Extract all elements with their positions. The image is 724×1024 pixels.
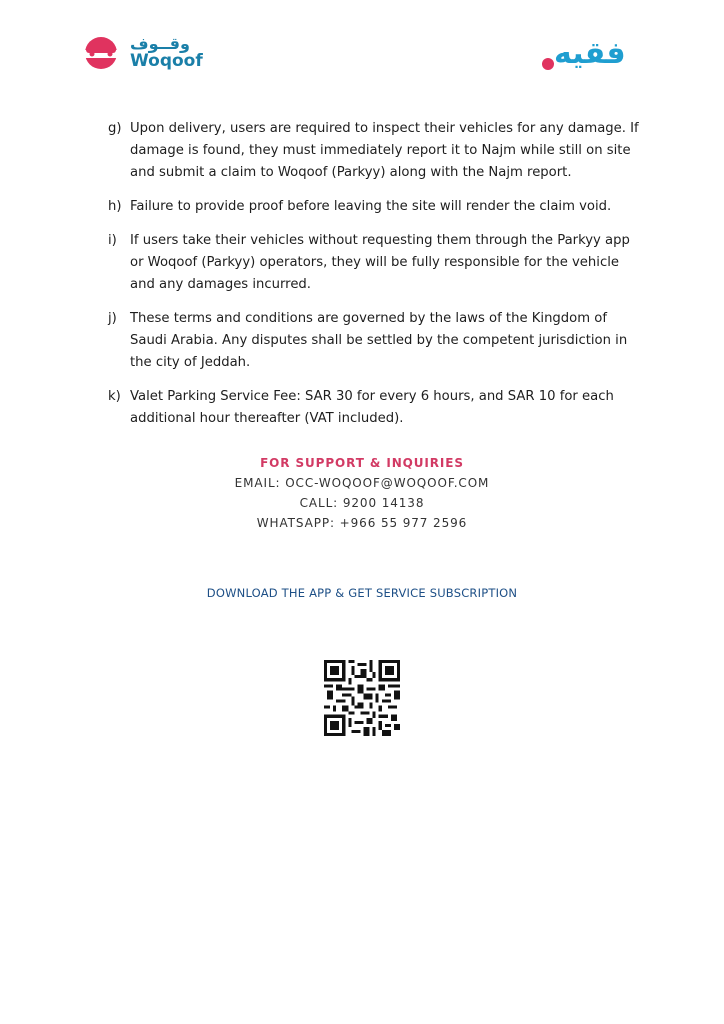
- woqoof-latin-wordmark: Woqoof: [130, 51, 203, 71]
- term-item: [108, 230, 644, 296]
- faqih-arabic-wordmark: فقيه: [554, 36, 626, 71]
- term-letter: k): [108, 389, 121, 404]
- faqih-dot-icon: [542, 58, 554, 70]
- woqoof-arabic-wordmark: وقــوف: [130, 34, 190, 53]
- term-item: [108, 308, 644, 374]
- term-text: These terms and conditions are governed by the laws of the Kingdom of Saudi Arabia. Any disputes shall be settled by the competent jurisdiction in the city of Jeddah.: [130, 311, 628, 370]
- term-text: If users take their vehicles without requesting them through the Parkyy app or Woqoof (Parkyy) operators, they will be fully responsible for the vehicle and any damages incurred.: [130, 233, 630, 292]
- term-letter: i): [108, 233, 117, 248]
- term-item: [108, 196, 644, 218]
- support-call[interactable]: CALL: 9200 14138: [299, 496, 425, 510]
- support-section: [0, 453, 724, 533]
- faqih-logo: [540, 36, 636, 74]
- qr-code-icon[interactable]: [324, 660, 400, 736]
- term-item: [108, 386, 644, 430]
- term-text: Valet Parking Service Fee: SAR 30 for every 6 hours, and SAR 10 for each additional hour thereafter (VAT included).: [130, 389, 614, 426]
- term-letter: g): [108, 121, 122, 136]
- support-whatsapp[interactable]: WHATSAPP: +966 55 977 2596: [256, 516, 468, 530]
- term-text: Failure to provide proof before leaving the site will render the claim void.: [130, 199, 612, 214]
- download-app-label: DOWNLOAD THE APP & GET SERVICE SUBSCRIPTION: [206, 586, 518, 600]
- term-letter: j): [108, 311, 117, 326]
- car-icon: [78, 36, 124, 70]
- woqoof-logo: [76, 34, 206, 74]
- term-item: [108, 118, 644, 184]
- support-heading: FOR SUPPORT & INQUIRIES: [260, 456, 464, 470]
- term-letter: h): [108, 199, 122, 214]
- terms-list: [108, 118, 644, 442]
- term-text: Upon delivery, users are required to inspect their vehicles for any damage. If damage is found, they must immediately report it to Najm while still on site and submit a claim to Woqoof (Parkyy) along with the Najm report.: [130, 121, 639, 180]
- support-email[interactable]: EMAIL: OCC-WOQOOF@WOQOOF.COM: [234, 476, 490, 490]
